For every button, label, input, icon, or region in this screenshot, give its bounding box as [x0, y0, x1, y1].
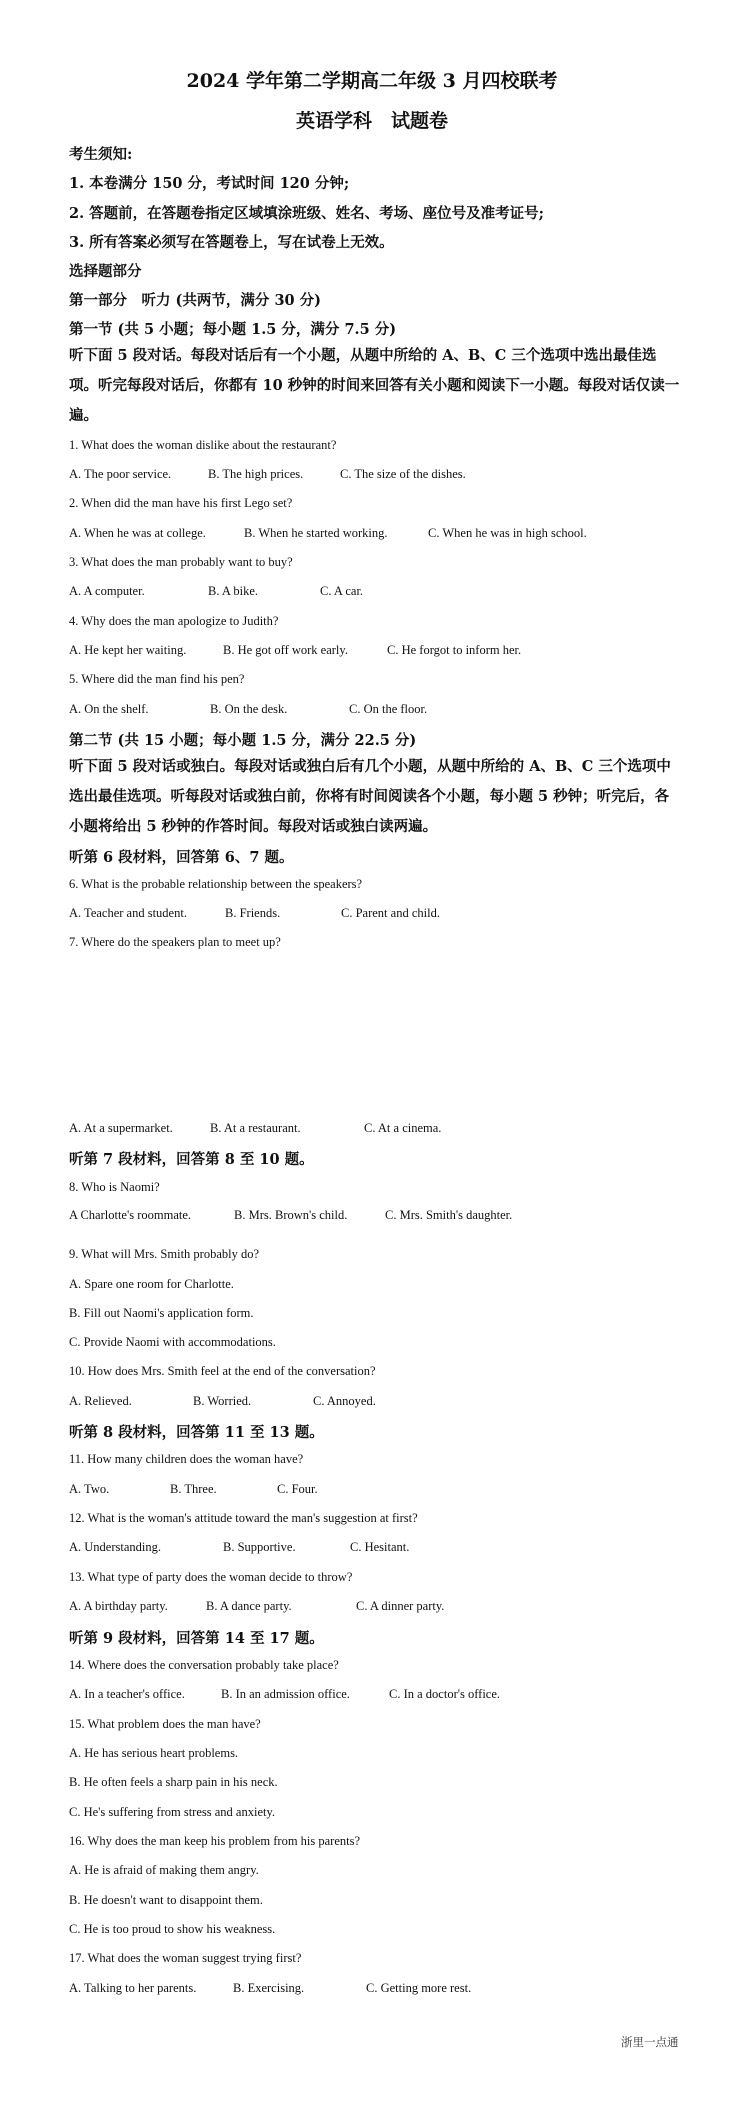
q5-option-c: C. On the floor. [349, 702, 428, 716]
notice-heading: 考生须知: [69, 146, 133, 163]
question-3: 3. What does the man probably want to buy? [69, 555, 293, 569]
question-6: 6. What is the probable relationship between the speakers? [69, 877, 363, 891]
q16-option-b: B. He doesn't want to disappoint them. [69, 1893, 263, 1907]
q13-option-b: B. A dance party. [206, 1599, 292, 1613]
question-2: 2. When did the man have his first Lego set? [69, 496, 293, 510]
question-11: 11. How many children does the woman have? [69, 1452, 304, 1466]
q10-option-c: C. Annoyed. [313, 1394, 376, 1408]
q11-option-a: A. Two. [69, 1482, 110, 1496]
question-12: 12. What is the woman's attitude toward the man's suggestion at first? [69, 1511, 418, 1525]
q16-option-a: A. He is afraid of making them angry. [69, 1863, 259, 1877]
q6-option-b: B. Friends. [225, 906, 281, 920]
q7-option-a: A. At a supermarket. [69, 1121, 173, 1135]
question-16: 16. Why does the man keep his problem from his parents? [69, 1834, 361, 1848]
q8-option-c: C. Mrs. Smith's daughter. [385, 1208, 513, 1222]
q8-option-b: B. Mrs. Brown's child. [234, 1208, 348, 1222]
q8-option-a: A Charlotte's roommate. [69, 1208, 192, 1222]
q2-option-a: A. When he was at college. [69, 526, 206, 540]
section-1-heading: 第一节 (共 5 小题；每小题 1.5 分，满分 7.5 分) [69, 321, 397, 338]
question-1: 1. What does the woman dislike about the restaurant? [69, 438, 337, 452]
q7-option-b: B. At a restaurant. [210, 1121, 301, 1135]
q17-option-a: A. Talking to her parents. [69, 1981, 197, 1995]
question-10: 10. How does Mrs. Smith feel at the end of the conversation? [69, 1364, 376, 1378]
notice-item-2: 2. 答题前，在答题卷指定区域填涂班级、姓名、考场、座位号及准考证号; [69, 205, 545, 222]
q13-option-a: A. A birthday party. [69, 1599, 168, 1613]
q14-option-a: A. In a teacher's office. [69, 1687, 185, 1701]
q3-option-c: C. A car. [320, 584, 364, 598]
question-7: 7. Where do the speakers plan to meet up? [69, 935, 281, 949]
q15-option-b: B. He often feels a sharp pain in his neck. [69, 1775, 278, 1789]
q2-option-c: C. When he was in high school. [428, 526, 587, 540]
q10-option-b: B. Worried. [193, 1394, 252, 1408]
q1-option-b: B. The high prices. [208, 467, 304, 481]
question-15: 15. What problem does the man have? [69, 1717, 261, 1731]
q5-option-a: A. On the shelf. [69, 702, 149, 716]
q3-option-a: A. A computer. [69, 584, 145, 598]
q12-option-c: C. Hesitant. [350, 1540, 410, 1554]
q4-option-b: B. He got off work early. [223, 643, 348, 657]
q7-option-c: C. At a cinema. [364, 1121, 442, 1135]
q13-option-c: C. A dinner party. [356, 1599, 445, 1613]
notice-item-1: 1. 本卷满分 150 分，考试时间 120 分钟; [69, 175, 350, 192]
section-1-instructions: 听下面 5 段对话。每段对话后有一个小题，从题中所给的 A、B、C 三个选项中选出最佳选项。听完每段对话后，你都有 10 秒钟的时间来回答有关小题和阅读下一小题。每段对话仅读一遍。 [69, 347, 680, 424]
q9-option-b: B. Fill out Naomi's application form. [69, 1306, 254, 1320]
exam-title: 2024 学年第二学期高二年级 3 月四校联考 [186, 70, 558, 92]
q15-option-a: A. He has serious heart problems. [69, 1746, 239, 1760]
q1-option-c: C. The size of the dishes. [340, 467, 466, 481]
question-5: 5. Where did the man find his pen? [69, 672, 245, 686]
q14-option-b: B. In an admission office. [221, 1687, 350, 1701]
q4-option-c: C. He forgot to inform her. [387, 643, 522, 657]
question-14: 14. Where does the conversation probably take place? [69, 1658, 339, 1672]
q15-option-c: C. He's suffering from stress and anxiety. [69, 1805, 276, 1819]
q5-option-b: B. On the desk. [210, 702, 288, 716]
exam-subtitle: 英语学科 试题卷 [295, 110, 448, 132]
q14-option-c: C. In a doctor's office. [389, 1687, 501, 1701]
q11-option-c: C. Four. [277, 1482, 318, 1496]
q16-option-c: C. He is too proud to show his weakness. [69, 1922, 276, 1936]
notice-item-3: 3. 所有答案必须写在答题卷上，写在试卷上无效。 [69, 234, 394, 251]
q4-option-a: A. He kept her waiting. [69, 643, 187, 657]
q9-option-a: A. Spare one room for Charlotte. [69, 1277, 234, 1291]
q12-option-a: A. Understanding. [69, 1540, 161, 1554]
question-8: 8. Who is Naomi? [69, 1180, 160, 1194]
question-13: 13. What type of party does the woman decide to throw? [69, 1570, 353, 1584]
q1-option-a: A. The poor service. [69, 467, 172, 481]
question-4: 4. Why does the man apologize to Judith? [69, 614, 279, 628]
question-9: 9. What will Mrs. Smith probably do? [69, 1247, 260, 1261]
group-6-heading: 听第 6 段材料，回答第 6、7 题。 [69, 849, 294, 866]
section-2-instructions: 听下面 5 段对话或独白。每段对话或独白后有几个小题，从题中所给的 A、B、C 三个选项中 选出最佳选项。听每段对话或独白前，你将有时间阅读各个小题，每小题 5 秒钟；听完后，各小题将给出 5 秒钟的作答时间。每段对话或独白读两遍。 [69, 758, 671, 835]
group-8-heading: 听第 8 段材料，回答第 11 至 13 题。 [69, 1424, 324, 1441]
group-7-heading: 听第 7 段材料，回答第 8 至 10 题。 [69, 1151, 314, 1168]
q6-option-c: C. Parent and child. [341, 906, 440, 920]
q3-option-b: B. A bike. [208, 584, 259, 598]
q17-option-b: B. Exercising. [233, 1981, 305, 1995]
q10-option-a: A. Relieved. [69, 1394, 132, 1408]
q2-option-b: B. When he started working. [244, 526, 388, 540]
q9-option-c: C. Provide Naomi with accommodations. [69, 1335, 276, 1349]
footer-watermark: 浙里一点通 [621, 2035, 679, 2049]
question-17: 17. What does the woman suggest trying first? [69, 1951, 302, 1965]
q6-option-a: A. Teacher and student. [69, 906, 187, 920]
q12-option-b: B. Supportive. [223, 1540, 296, 1554]
section-2-heading: 第二节 (共 15 小题；每小题 1.5 分，满分 22.5 分) [69, 732, 417, 749]
q17-option-c: C. Getting more rest. [366, 1981, 472, 1995]
part-1-heading: 第一部分 听力 (共两节，满分 30 分) [69, 292, 322, 309]
section-choice: 选择题部分 [69, 263, 142, 280]
q11-option-b: B. Three. [170, 1482, 217, 1496]
group-9-heading: 听第 9 段材料，回答第 14 至 17 题。 [69, 1630, 324, 1647]
